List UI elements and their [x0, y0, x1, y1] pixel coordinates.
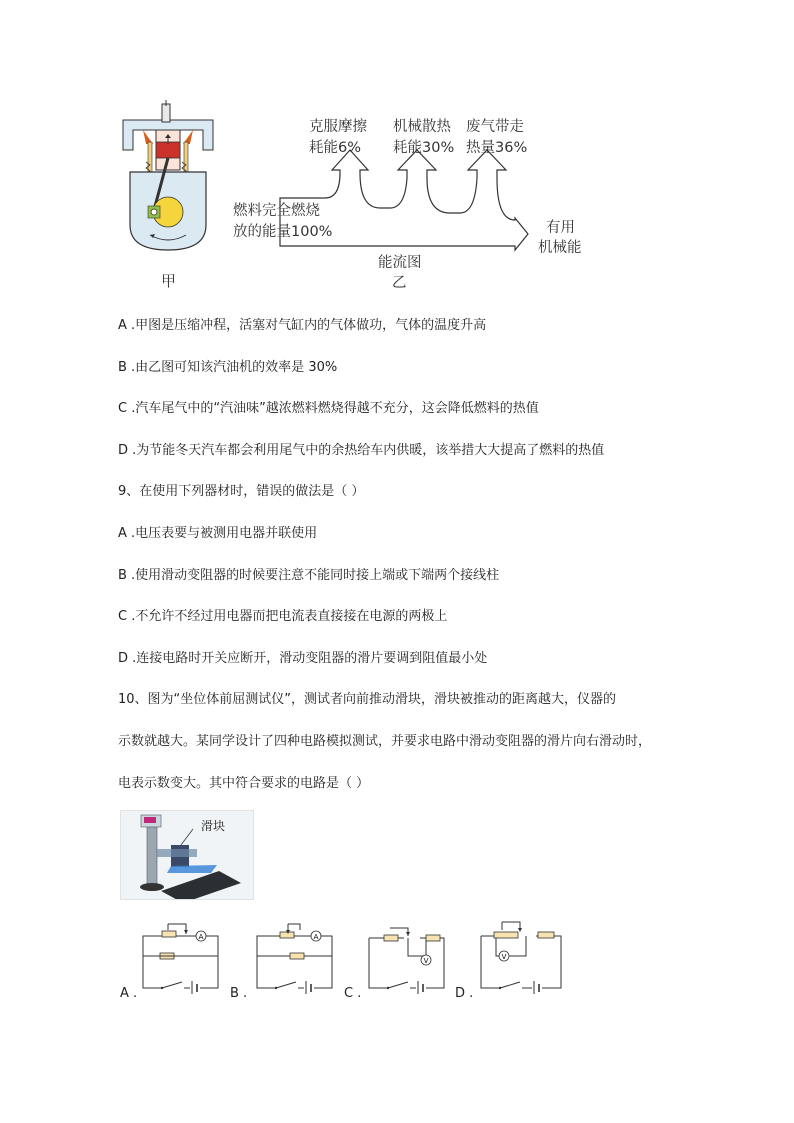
q10-stem-line1: 10、图为“坐位体前屈测试仪”，测试者向前推动滑块，滑块被推动的距离越大，仪器的: [118, 692, 617, 707]
loss-exhaust-line1: 废气带走: [466, 119, 524, 135]
q9-option-d: D .连接电路时开关应断开，滑动变阻器的滑片要调到阻值最小处: [118, 651, 488, 666]
loss-friction-line1: 克服摩擦: [309, 119, 367, 135]
circuit-c: [364, 916, 448, 994]
output-energy-line2: 机械能: [538, 240, 582, 256]
loss-heat-line2: 耗能30%: [393, 140, 455, 156]
circuit-a-meter-label: A: [198, 933, 204, 941]
loss-friction-line2: 耗能6%: [309, 140, 362, 156]
q10-stem-line3: 电表示数变大。其中符合要求的电路是（ ）: [118, 776, 370, 791]
circuit-a: [138, 916, 222, 994]
q10-stem-line2: 示数就越大。某同学设计了四种电路模拟测试，并要求电路中滑动变阻器的滑片向右滑动时，: [118, 734, 652, 749]
circuit-b: [252, 916, 336, 994]
q9-option-c: C .不允许不经过用电器而把电流表直接接在电源的两极上: [118, 609, 448, 624]
engine-diagram: [118, 100, 218, 265]
circuit-option-d: D .: [455, 986, 474, 1001]
circuit-c-meter-label: V: [423, 957, 429, 965]
input-energy-line2: 放的能量100%: [233, 224, 333, 240]
circuit-option-c: C .: [344, 986, 362, 1001]
q8-option-a: A .甲图是压缩冲程，活塞对气缸内的气体做功，气体的温度升高: [118, 318, 487, 333]
circuit-d: [476, 916, 566, 994]
slider-label: 滑块: [201, 819, 226, 833]
q9-option-a: A .电压表要与被测用电器并联使用: [118, 526, 318, 541]
loss-heat-line1: 机械散热: [393, 119, 451, 135]
circuit-d-meter-label: V: [501, 953, 507, 961]
test-instrument-photo: [120, 810, 254, 900]
input-energy-line1: 燃料完全燃烧: [233, 203, 320, 219]
energy-flow-title: 能流图: [378, 255, 422, 271]
circuit-option-a: A .: [120, 986, 138, 1001]
output-energy-line1: 有用: [546, 220, 575, 236]
circuit-b-meter-label: A: [313, 933, 319, 941]
figure-label-yi: 乙: [392, 275, 407, 291]
q8-option-c: C .汽车尾气中的“汽油味”越浓燃料燃烧得越不充分，这会降低燃料的热值: [118, 401, 539, 416]
circuit-option-b: B .: [230, 986, 248, 1001]
q9-option-b: B .使用滑动变阻器的时候要注意不能同时接上端或下端两个接线柱: [118, 568, 500, 583]
q8-option-b: B .由乙图可知该汽油机的效率是 30%: [118, 360, 338, 375]
q8-option-d: D .为节能冬天汽车都会利用尾气中的余热给车内供暖，该举措大大提高了燃料的热值: [118, 443, 605, 458]
figure-label-jia: 甲: [161, 272, 177, 290]
loss-exhaust-line2: 热量36%: [466, 140, 528, 156]
q9-stem: 9、在使用下列器材时，错误的做法是（ ）: [118, 484, 365, 499]
